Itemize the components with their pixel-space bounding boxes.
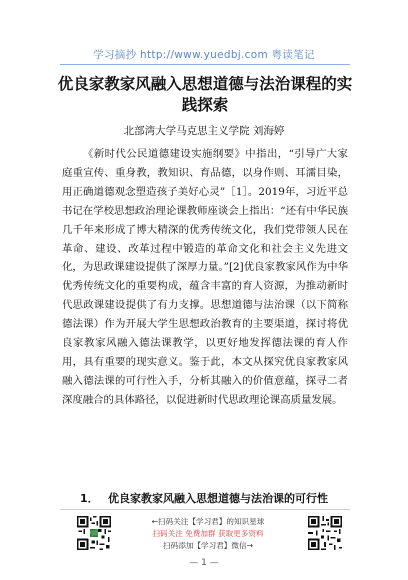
section-number: 1．	[80, 492, 99, 505]
page-number: — 1 —	[189, 558, 219, 568]
section-heading	[80, 490, 328, 506]
body-text	[62, 145, 348, 410]
promo-line-1: ←扫码关注【学习君】的知识星球	[151, 517, 265, 526]
footer-divider	[60, 509, 350, 510]
section-title: 优良家教家风融入思想道德与法治课的可行性	[108, 492, 328, 505]
promo-line-2: 扫码关注 免费加群 获取更多资料	[152, 529, 264, 538]
header-divider	[60, 64, 350, 65]
promo-line-3: 扫码添加【学习君】微信→	[163, 541, 253, 550]
qr-code-right	[308, 516, 342, 550]
page-header: 学习摘抄 http://www.yuedbj.com 粤读笔记	[93, 49, 315, 61]
qr-code-left	[77, 516, 111, 550]
footer-promo	[118, 516, 298, 552]
author-line: 北部湾大学马克思主义学院 刘海婷	[123, 125, 285, 137]
intro-paragraph: 《新时代公民道德建设实施纲要》中指出，“引导广大家庭重宣传、重身教，教知识、育品德，以身作则、耳濡目染，用正确道德观念塑造孩子美好心灵”［1］。2019年，习近平总书记在学校思想政治理论课教师座谈会上指出：“还有中华民族几千年来形成了博大精深的优秀传统文化，我们党带领人民在革命、建设、改革过程中锻造的革命文化和社会主义先进文化，为思政课建设提供了深厚力量。”[2]优良家教家风作为中华优秀传统文化的重要构成，蕴含丰富的育人资源，为推动新时代思政课建设提供了有力支撑。思想道德与法治课（以下简称德法课）作为开展大学生思想政治教育的主要渠道，探讨将优良家教家风融入德法课教学，以更好地发挥德法课的育人作用，具有重要的现实意义。鉴于此，本文从探究优良家教家风融入德法课的可行性入手，分析其融入的价值意蕴，探寻二者深度融合的具体路径，以促进新时代思政理论课高质量发展。	[62, 148, 348, 406]
document-title: 优良家教家风融入思想道德与法治课程的实践探索	[57, 74, 353, 114]
